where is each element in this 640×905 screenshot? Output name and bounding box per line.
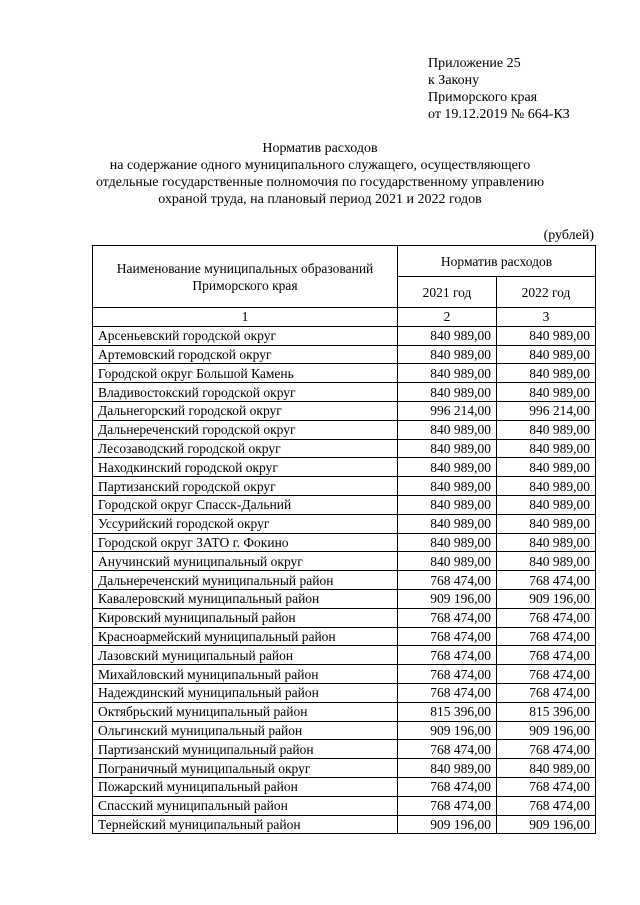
value-2022: 840 989,00 — [497, 326, 596, 345]
value-2022: 768 474,00 — [497, 683, 596, 702]
document-heading — [60, 140, 580, 208]
column-number: 3 — [497, 308, 596, 327]
table-row — [93, 627, 596, 646]
norm-table — [92, 245, 596, 834]
table-row — [93, 420, 596, 439]
value-2022: 768 474,00 — [497, 740, 596, 759]
table-row — [93, 439, 596, 458]
units-label: (рублей) — [543, 228, 594, 243]
value-2021: 840 989,00 — [398, 533, 497, 552]
value-2022: 840 989,00 — [497, 364, 596, 383]
municipality-name: Дальнереченский городской округ — [93, 420, 398, 439]
value-2022: 840 989,00 — [497, 420, 596, 439]
value-2021: 840 989,00 — [398, 552, 497, 571]
value-2021: 909 196,00 — [398, 815, 497, 834]
table-row — [93, 326, 596, 345]
value-2022: 840 989,00 — [497, 383, 596, 402]
value-2022: 768 474,00 — [497, 777, 596, 796]
value-2021: 768 474,00 — [398, 608, 497, 627]
municipality-name: Спасский муниципальный район — [93, 796, 398, 815]
appendix-line: от 19.12.2019 № 664-КЗ — [428, 107, 570, 122]
municipality-name: Михайловский муниципальный район — [93, 665, 398, 684]
municipality-name: Анучинский муниципальный округ — [93, 552, 398, 571]
table-row — [93, 646, 596, 665]
table-row — [93, 796, 596, 815]
table-row — [93, 740, 596, 759]
value-2022: 840 989,00 — [497, 345, 596, 364]
heading-line: отдельные государственные полномочия по государственному управлению — [95, 175, 545, 190]
municipality-name: Пожарский муниципальный район — [93, 777, 398, 796]
municipality-name: Надеждинский муниципальный район — [93, 683, 398, 702]
value-2022: 840 989,00 — [497, 552, 596, 571]
table-row — [93, 589, 596, 608]
municipality-name: Дальнереченский муниципальный район — [93, 571, 398, 590]
municipality-name: Городской округ ЗАТО г. Фокино — [93, 533, 398, 552]
municipality-name: Дальнегорский городской округ — [93, 401, 398, 420]
table-row — [93, 533, 596, 552]
table-row — [93, 571, 596, 590]
municipality-name: Городской округ Большой Камень — [93, 364, 398, 383]
municipality-name: Партизанский городской округ — [93, 477, 398, 496]
municipality-name: Тернейский муниципальный район — [93, 815, 398, 834]
value-2022: 840 989,00 — [497, 477, 596, 496]
table-row — [93, 345, 596, 364]
value-2022: 909 196,00 — [497, 815, 596, 834]
table-row — [93, 514, 596, 533]
column-header-name: Наименование муниципальных образований Приморского края — [93, 246, 398, 308]
table-row — [93, 721, 596, 740]
table-row — [93, 495, 596, 514]
municipality-name: Лазовский муниципальный район — [93, 646, 398, 665]
value-2021: 840 989,00 — [398, 326, 497, 345]
value-2022: 768 474,00 — [497, 571, 596, 590]
table-row — [93, 665, 596, 684]
value-2021: 768 474,00 — [398, 683, 497, 702]
value-2021: 768 474,00 — [398, 796, 497, 815]
value-2022: 768 474,00 — [497, 646, 596, 665]
value-2022: 840 989,00 — [497, 533, 596, 552]
value-2021: 840 989,00 — [398, 458, 497, 477]
table-row — [93, 683, 596, 702]
column-number: 1 — [93, 308, 398, 327]
heading-line: Норматив расходов — [262, 141, 378, 156]
value-2021: 840 989,00 — [398, 420, 497, 439]
value-2021: 768 474,00 — [398, 646, 497, 665]
heading-line: на содержание одного муниципального служащего, осуществляющего — [109, 158, 531, 173]
table-row — [93, 759, 596, 778]
value-2021: 768 474,00 — [398, 571, 497, 590]
value-2021: 840 989,00 — [398, 495, 497, 514]
table-row — [93, 815, 596, 834]
value-2021: 840 989,00 — [398, 514, 497, 533]
value-2022: 840 989,00 — [497, 439, 596, 458]
value-2022: 909 196,00 — [497, 589, 596, 608]
table-row — [93, 383, 596, 402]
value-2022: 909 196,00 — [497, 721, 596, 740]
appendix-block — [428, 55, 570, 123]
value-2021: 768 474,00 — [398, 627, 497, 646]
table-row — [93, 777, 596, 796]
value-2022: 768 474,00 — [497, 627, 596, 646]
column-header-2022: 2022 год — [497, 277, 596, 308]
column-header-2021: 2021 год — [398, 277, 497, 308]
value-2022: 815 396,00 — [497, 702, 596, 721]
table-row — [93, 552, 596, 571]
municipality-name: Октябрьский муниципальный район — [93, 702, 398, 721]
municipality-name: Кавалеровский муниципальный район — [93, 589, 398, 608]
municipality-name: Ольгинский муниципальный район — [93, 721, 398, 740]
value-2021: 840 989,00 — [398, 477, 497, 496]
value-2021: 909 196,00 — [398, 721, 497, 740]
heading-line: охраной труда, на плановый период 2021 и 2022 годов — [158, 192, 482, 207]
column-header-group: Норматив расходов — [398, 246, 596, 277]
value-2022: 996 214,00 — [497, 401, 596, 420]
value-2022: 840 989,00 — [497, 495, 596, 514]
value-2022: 840 989,00 — [497, 514, 596, 533]
value-2021: 815 396,00 — [398, 702, 497, 721]
value-2021: 768 474,00 — [398, 740, 497, 759]
table-row — [93, 458, 596, 477]
value-2021: 768 474,00 — [398, 665, 497, 684]
municipality-name: Лесозаводский городской округ — [93, 439, 398, 458]
column-number: 2 — [398, 308, 497, 327]
table-row — [93, 364, 596, 383]
value-2022: 768 474,00 — [497, 665, 596, 684]
municipality-name: Партизанский муниципальный район — [93, 740, 398, 759]
municipality-name: Городской округ Спасск-Дальний — [93, 495, 398, 514]
value-2021: 840 989,00 — [398, 439, 497, 458]
value-2021: 996 214,00 — [398, 401, 497, 420]
value-2022: 768 474,00 — [497, 796, 596, 815]
municipality-name: Пограничный муниципальный округ — [93, 759, 398, 778]
value-2021: 909 196,00 — [398, 589, 497, 608]
table-row — [93, 608, 596, 627]
value-2021: 840 989,00 — [398, 364, 497, 383]
value-2022: 840 989,00 — [497, 759, 596, 778]
table-row — [93, 702, 596, 721]
table-body — [93, 326, 596, 834]
appendix-line: Приморского края — [428, 90, 538, 105]
appendix-line: Приложение 25 — [428, 56, 521, 71]
table-row — [93, 401, 596, 420]
value-2021: 840 989,00 — [398, 759, 497, 778]
municipality-name: Уссурийский городской округ — [93, 514, 398, 533]
value-2022: 840 989,00 — [497, 458, 596, 477]
municipality-name: Артемовский городской округ — [93, 345, 398, 364]
municipality-name: Арсеньевский городской округ — [93, 326, 398, 345]
municipality-name: Кировский муниципальный район — [93, 608, 398, 627]
municipality-name: Находкинский городской округ — [93, 458, 398, 477]
municipality-name: Красноармейский муниципальный район — [93, 627, 398, 646]
value-2021: 768 474,00 — [398, 777, 497, 796]
value-2021: 840 989,00 — [398, 345, 497, 364]
value-2021: 840 989,00 — [398, 383, 497, 402]
table-row — [93, 477, 596, 496]
value-2022: 768 474,00 — [497, 608, 596, 627]
appendix-line: к Закону — [428, 73, 480, 88]
municipality-name: Владивостокский городской округ — [93, 383, 398, 402]
